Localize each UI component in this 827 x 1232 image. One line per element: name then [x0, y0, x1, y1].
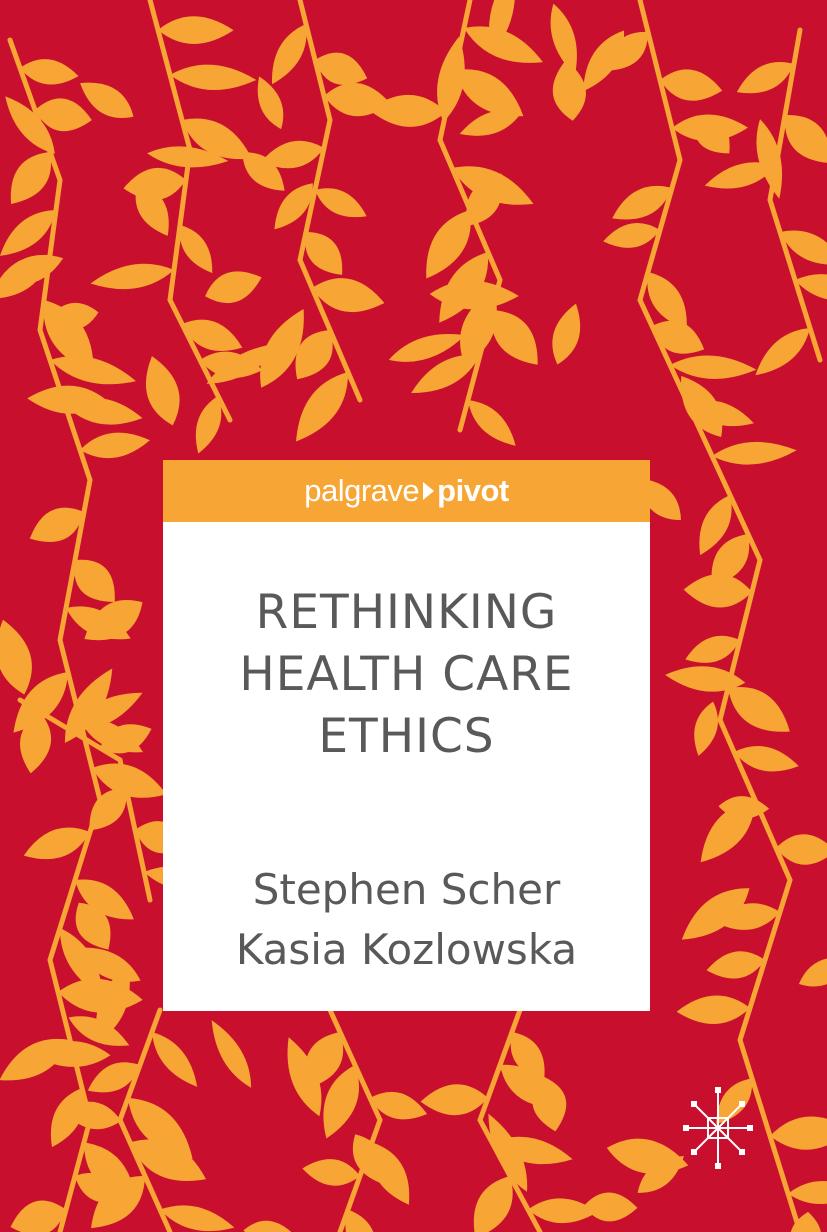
leaf-shape: [310, 180, 372, 227]
title-panel: [163, 460, 650, 1011]
leaf-shape: [769, 1113, 827, 1152]
author-2: Kasia Kozlowska: [235, 925, 578, 974]
leaf-shape: [203, 1015, 260, 1093]
leaf-shape: [366, 1086, 430, 1127]
leaf-shape: [545, 300, 588, 368]
leaf-shape: [301, 1156, 362, 1189]
leaf-shape: [158, 16, 234, 44]
leaf-shape: [676, 994, 751, 1026]
leaf-shape: [748, 319, 818, 384]
springer-nature-star-icon: [682, 1086, 754, 1170]
leaf-shape: [657, 65, 724, 106]
leaf-shape: [420, 1083, 489, 1117]
leaf-shape: [583, 1192, 638, 1223]
title-line-2: HEALTH CARE: [239, 647, 574, 702]
imprint-palgrave: palgrave: [304, 473, 420, 508]
leaf-shape: [788, 1180, 827, 1205]
leaf-shape: [460, 392, 523, 454]
imprint-pivot: pivot: [437, 473, 509, 508]
leaf-shape: [549, 58, 589, 122]
leaf-shape: [683, 573, 753, 609]
leaf-shape: [242, 1219, 295, 1232]
leaf-shape: [78, 428, 151, 462]
author-1: Stephen Scher: [252, 865, 561, 914]
leaf-shape: [0, 615, 40, 699]
leaf-shape: [528, 1197, 598, 1224]
leaf-shape: [143, 1025, 205, 1094]
leaf-shape: [89, 258, 176, 295]
leaf-shape: [137, 352, 188, 430]
book-authors: [163, 860, 650, 980]
leaf-shape: [774, 220, 827, 275]
leaf-shape: [688, 699, 724, 759]
book-title: [163, 582, 650, 768]
play-arrow-icon: [423, 482, 434, 500]
leaf-shape: [711, 439, 797, 467]
leaf-shape: [169, 62, 257, 92]
title-line-1: RETHINKING: [255, 585, 558, 640]
publisher-banner: [163, 460, 650, 522]
title-line-3: ETHICS: [318, 709, 495, 764]
leaf-shape: [249, 72, 290, 133]
leaf-shape: [794, 948, 827, 995]
